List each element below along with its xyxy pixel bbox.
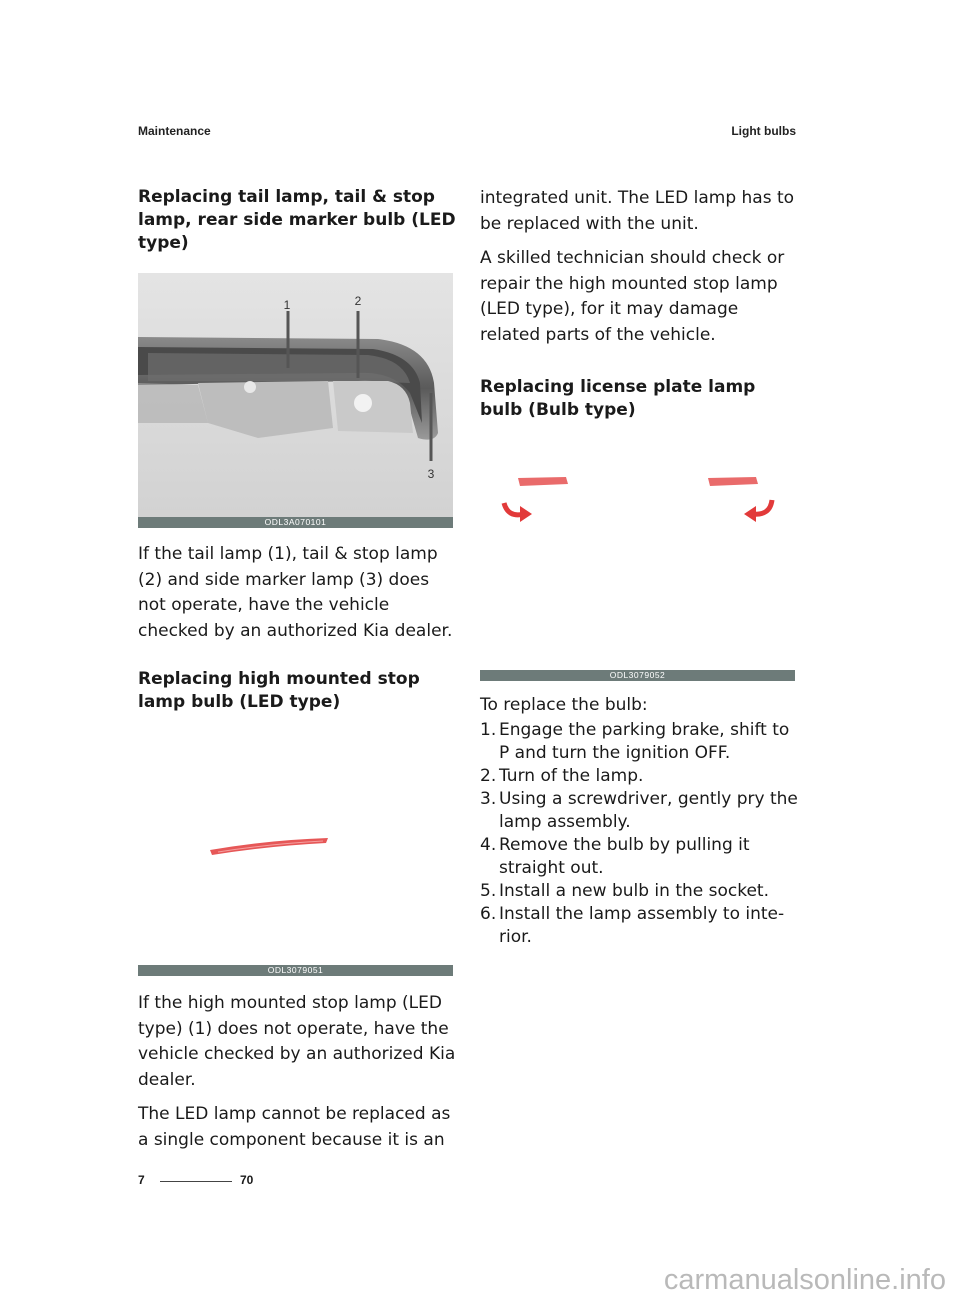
paragraph: A skilled technician should check or repair the high mounted stop lamp (LED type), for it may damage related parts of the vehicle. [480, 248, 785, 345]
paragraph: The LED lamp cannot be replaced as a single component because it is an [138, 1104, 451, 1150]
list-item: 3. Using a screwdriver, gently pry the lamp assembly. [480, 788, 798, 832]
right-column [480, 186, 798, 949]
license-lamp-drawing [480, 438, 795, 670]
figure-caption: ODL3079051 [138, 965, 453, 976]
list-item: 4. Remove the bulb by pulling it straight out. [480, 834, 750, 878]
stop-lamp-drawing [138, 712, 453, 965]
arrow-left-icon [744, 500, 772, 522]
header-section: Maintenance [138, 124, 211, 138]
callout-3: 3 [427, 467, 435, 481]
tail-lamp-illustration [138, 273, 453, 517]
stop-lamp-illustration [138, 712, 453, 965]
list-item: 5. Install a new bulb in the socket. [480, 880, 769, 901]
list-item: 2. Turn of the lamp. [480, 765, 644, 786]
paragraph: If the tail lamp (1), tail & stop lamp (2) and side marker lamp (3) does not operate, have the vehicle checked by an authorized Kia dealer. [138, 544, 453, 641]
footer-section-number: 7 [138, 1173, 145, 1187]
watermark: carmanualsonline.info [663, 1264, 946, 1296]
heading-license-plate-lamp: Replacing license plate lamp bulb (Bulb type) [480, 377, 756, 420]
list-item: 1. Engage the parking brake, shift to P and turn the ignition OFF. [480, 719, 790, 763]
figure-caption: ODL3A070101 [138, 517, 453, 528]
callout-1: 1 [283, 298, 291, 312]
figure-license-plate-lamp [480, 438, 795, 681]
footer-rule [160, 1181, 232, 1182]
header-topic: Light bulbs [731, 124, 796, 138]
left-column [138, 186, 456, 1153]
heading-tail-lamp: Replacing tail lamp, tail & stop lamp, rear side marker bulb (LED type) [138, 187, 456, 253]
list-item: 6. Install the lamp assembly to inte- rior. [480, 903, 785, 947]
heading-high-mounted-stop-lamp: Replacing high mounted stop lamp bulb (LED type) [138, 669, 420, 712]
footer-page-number: 70 [240, 1173, 254, 1187]
figure-high-mounted-stop-lamp [138, 712, 453, 976]
tail-lamp-photo [138, 273, 453, 517]
paragraph: If the high mounted stop lamp (LED type) (1) does not operate, have the vehicle checked by an authorized Kia dealer. [138, 993, 456, 1090]
procedure-steps [480, 719, 798, 949]
page-footer [138, 1173, 258, 1193]
license-lamp-illustration [480, 438, 795, 670]
procedure-intro: To replace the bulb: [480, 695, 648, 715]
callout-2: 2 [354, 294, 362, 308]
paragraph: integrated unit. The LED lamp has to be replaced with the unit. [480, 188, 795, 234]
arrow-right-icon [504, 503, 532, 522]
figure-caption: ODL3079052 [480, 670, 795, 681]
figure-tail-lamp [138, 273, 453, 528]
